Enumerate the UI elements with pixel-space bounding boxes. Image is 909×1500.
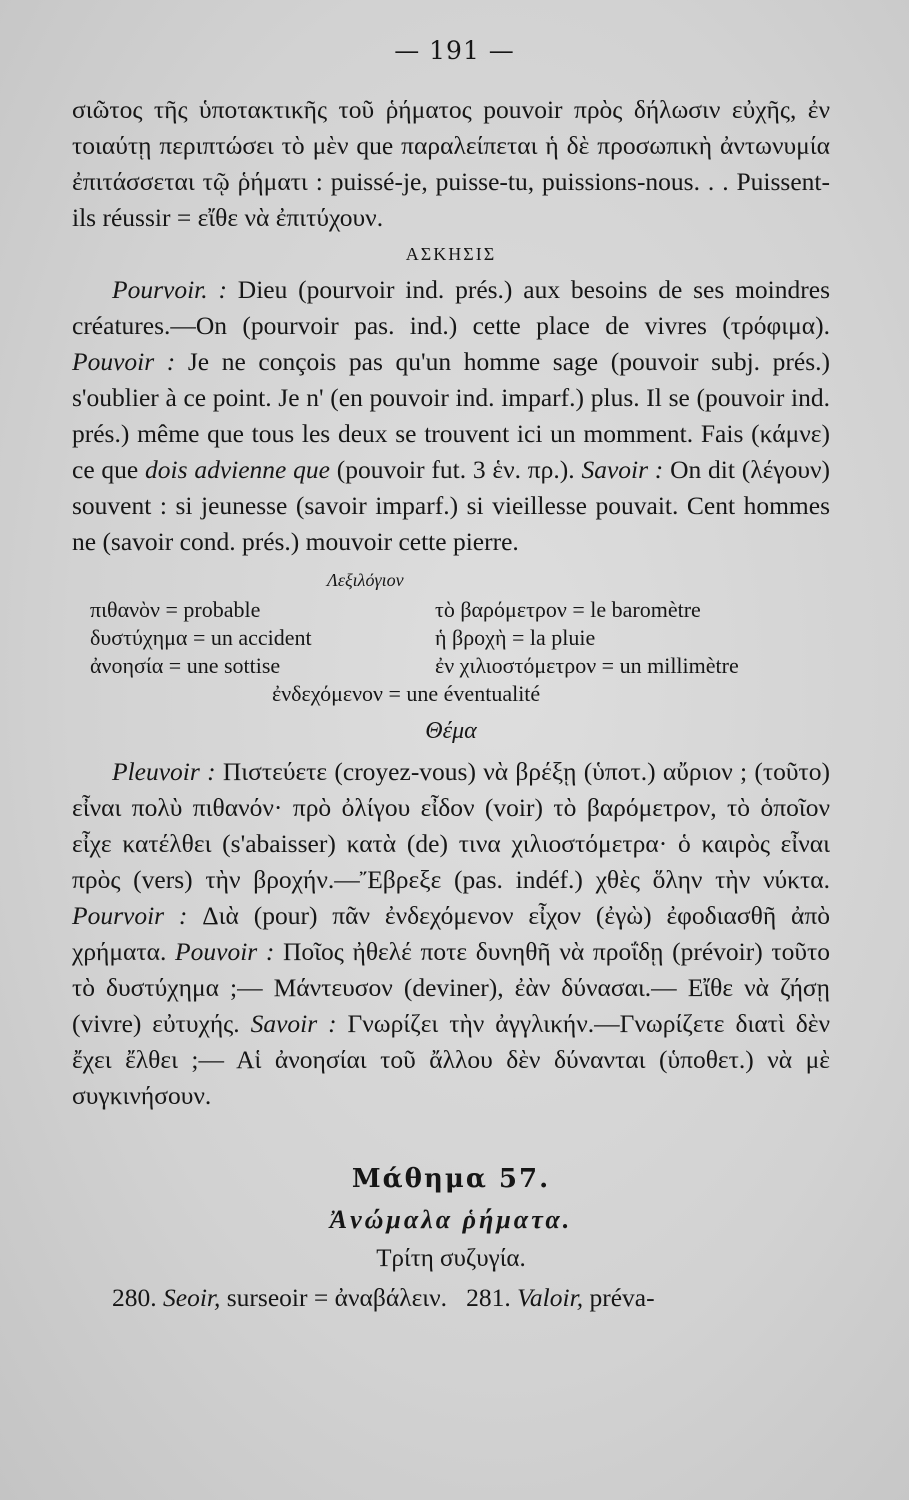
vocab-title: Λεξιλόγιον [327,570,404,590]
thema-pouvoir-text: Ποῖος ἠθελέ ποτε δυνηθῆ νὰ προΐδῃ (prévoir) τοῦτο τὸ δυστύχημα ;— Μάντευσον (deviner), ἐὰν δύνασαι.— Εἴθε νὰ ζήσῃ (vivre) εὐτυχής. [72,937,830,1038]
page-body [72,92,830,1316]
pouvoir-italic: dois advienne que [145,455,330,484]
pouvoir-text: Je ne conçois pas qu'un homme sage (pouvoir subj. prés.) s'oublier à ce point. Je n' (en pouvoir ind. imparf.) plus. Il se (pouvoir ind. prés.) même que tous les deux se trouvent ici un momment. Fais (κάμνε) ce que [72,347,830,484]
item-number-281: 281. [466,1283,511,1312]
thema-pouvoir-label: Pouvoir : [175,937,275,966]
valoir-text: préva- [583,1283,655,1312]
conjugation-heading: Τρίτη συζυγία. [376,1245,526,1272]
last-line [72,1280,830,1316]
thema-paragraph [72,754,830,1114]
exercise-paragraph [72,272,830,560]
thema-pourvoir-label: Pourvoir : [72,901,188,930]
pleuvoir-label: Pleuvoir : [112,757,216,786]
vocab-entry: ἡ βροχὴ = la pluie [435,625,596,650]
savoir-text: On dit (λέγουν) souvent : si jeunesse (savoir imparf.) si vieillesse pouvait. Cent hommes ne (savoir cond. prés.) mouvoir cette pierre. [72,455,830,556]
vocab-table [90,596,830,680]
intro-paragraph: σιῶτος τῆς ὑποτακτικῆς τοῦ ῥήματος pouvoir πρὸς δήλωσιν εὐχῆς, ἐν τοιαύτῃ περιπτώσει τὸ μὲν que παραλείπεται ἡ δὲ προσωπικὴ ἀντωνυμία ἐπιτάσσεται τῷ ῥήματι : puissé-je, puisse-tu, puissions-nous. . . Puissent-ils réussir = εἴθε νὰ ἐπιτύχουν. [72,95,830,232]
vocab-entry: τὸ βαρόμετρον = le baromètre [435,597,701,622]
thema-pourvoir-text: Διὰ (pour) πᾶν ἐνδεχόμενον εἶχον (ἐγὼ) ἐφοδιασθῆ ἀπὸ χρήματα. [72,901,830,966]
vocab-entry: ἀνοησία = une sottise [90,653,281,678]
thema-savoir-text: Γνωρίζει τὴν ἀγγλικήν.—Γνωρίζετε διατὶ δὲν ἔχει ἔλθει ;— Αἱ ἀνοησίαι τοῦ ἄλλου δὲν δύνανται (ὑποθετ.) νὰ μὲ συγκινήσουν. [72,1009,830,1110]
vocab-entry-last: ἐνδεχόμενον = une éventualité [272,681,541,706]
exercise-heading: ΑΣΚΗΣΙΣ [405,244,497,264]
vocab-entry: ἐν χιλιοστόμετρον = un millimètre [435,653,739,678]
lesson-title: Μάθημα 57. [351,1164,551,1194]
page-number: — 191 — [394,36,515,65]
lesson-subtitle: Ἀνώμαλα ῥήματα. [329,1205,573,1234]
pouvoir-text-2: (pouvoir fut. 3 ἑν. πρ.). [329,455,582,484]
pourvoir-label: Pourvoir. : [112,275,227,304]
pourvoir-text: Dieu (pourvoir ind. prés.) aux besoins de ses moindres créatures.—On (pourvoir pas. ind.) cette place de vivres (τρόφιμα). [72,275,830,340]
item-number-280: 280. [112,1283,157,1312]
vocab-entry: δυστύχημα = un accident [90,625,312,650]
verb-seoir: Seoir, [163,1283,221,1312]
seoir-text: surseoir = ἀναβάλειν. [220,1283,448,1312]
thema-savoir-label: Savoir : [250,1009,337,1038]
pouvoir-label: Pouvoir : [72,347,176,376]
savoir-label: Savoir : [581,455,664,484]
pleuvoir-text: Πιστεύετε (croyez-vous) νὰ βρέξῃ (ὑποτ.) αὔριον ; (τοῦτο) εἶναι πολὺ πιθανόν· πρὸ ὀλίγου εἶδον (voir) τὸ βαρόμετρον, τὸ ὁποῖον εἶχε κατέλθει (s'abaisser) κατὰ (de) τινα χιλιοστόμετρα· ὁ καιρὸς εἶναι πρὸς (vers) τὴν βροχήν.—Ἔβρεξε (pas. indéf.) χθὲς ὅλην τὴν νύκτα. [72,757,830,894]
thema-title: Θέμα [425,718,477,744]
vocab-entry: πιθανὸν = probable [90,597,261,622]
verb-valoir: Valoir, [517,1283,584,1312]
